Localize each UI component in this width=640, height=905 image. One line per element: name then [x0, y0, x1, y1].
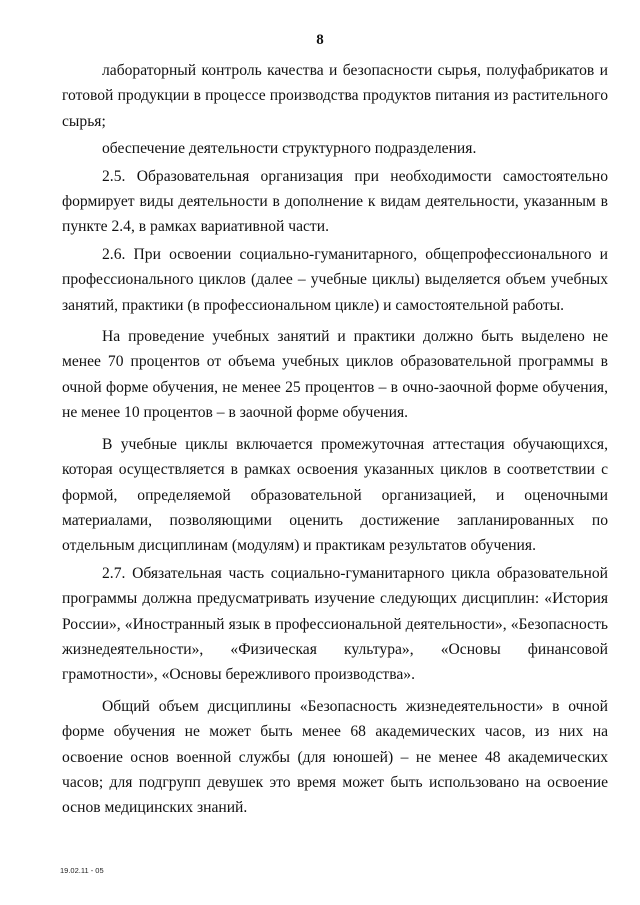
document-body — [62, 58, 608, 821]
paragraph-life-safety: Общий объем дисциплины «Безопасность жизнедеятельности» в очной форме обучения не может быть менее 68 академических часов, из них на освоение основ военной службы (для юношей) – не менее 48 академических часов; для подгрупп девушек это время может быть использовано на освоение основ медицинских знаний. — [62, 697, 608, 817]
paragraph-2-7: 2.7. Обязательная часть социально-гуманитарного цикла образовательной программы должна предусматривать изучение следующих дисциплин: «История России», «Иностранный язык в профессиональной деятельности», «Безопасность жизнедеятельности», «Физическая культура», «Основы финансовой грамотности», «Основы бережливого производства». — [62, 564, 608, 684]
page-number: 8 — [316, 32, 324, 48]
paragraph-attestation: В учебные циклы включается промежуточная аттестация обучающихся, которая осуществляется в рамках освоения указанных циклов в соответствии с формой, определяемой образовательной организацией, и оценочными материалами, позволяющими оценить достижение запланированных по отдельным дисциплинам (модулям) и практикам результатов обучения. — [62, 435, 608, 555]
paragraph-2-5: 2.5. Образовательная организация при необходимости самостоятельно формирует виды деятельности в дополнение к видам деятельности, указанным в пункте 2.4, в рамках вариативной части. — [62, 167, 608, 236]
paragraph-lab-control: лабораторный контроль качества и безопасности сырья, полуфабрикатов и готовой продукции в процессе производства продуктов питания из растительного сырья; — [62, 62, 608, 130]
paragraph-2-6: 2.6. При освоении социально-гуманитарного, общепрофессионального и профессионального циклов (далее – учебные циклы) выделяется объем учебных занятий, практики (в профессиональном цикле) и самостоятельной работы. — [62, 245, 608, 314]
paragraph-structural-unit: обеспечение деятельности структурного подразделения. — [102, 140, 477, 158]
paragraph-study-volume: На проведение учебных занятий и практики должно быть выделено не менее 70 процентов от объема учебных циклов образовательной программы в очной форме обучения, не менее 25 процентов – в очно-заочной форме обучения, не менее 10 процентов – в заочной форме обучения. — [62, 328, 608, 422]
footer-code: 19.02.11 - 05 — [60, 866, 104, 875]
